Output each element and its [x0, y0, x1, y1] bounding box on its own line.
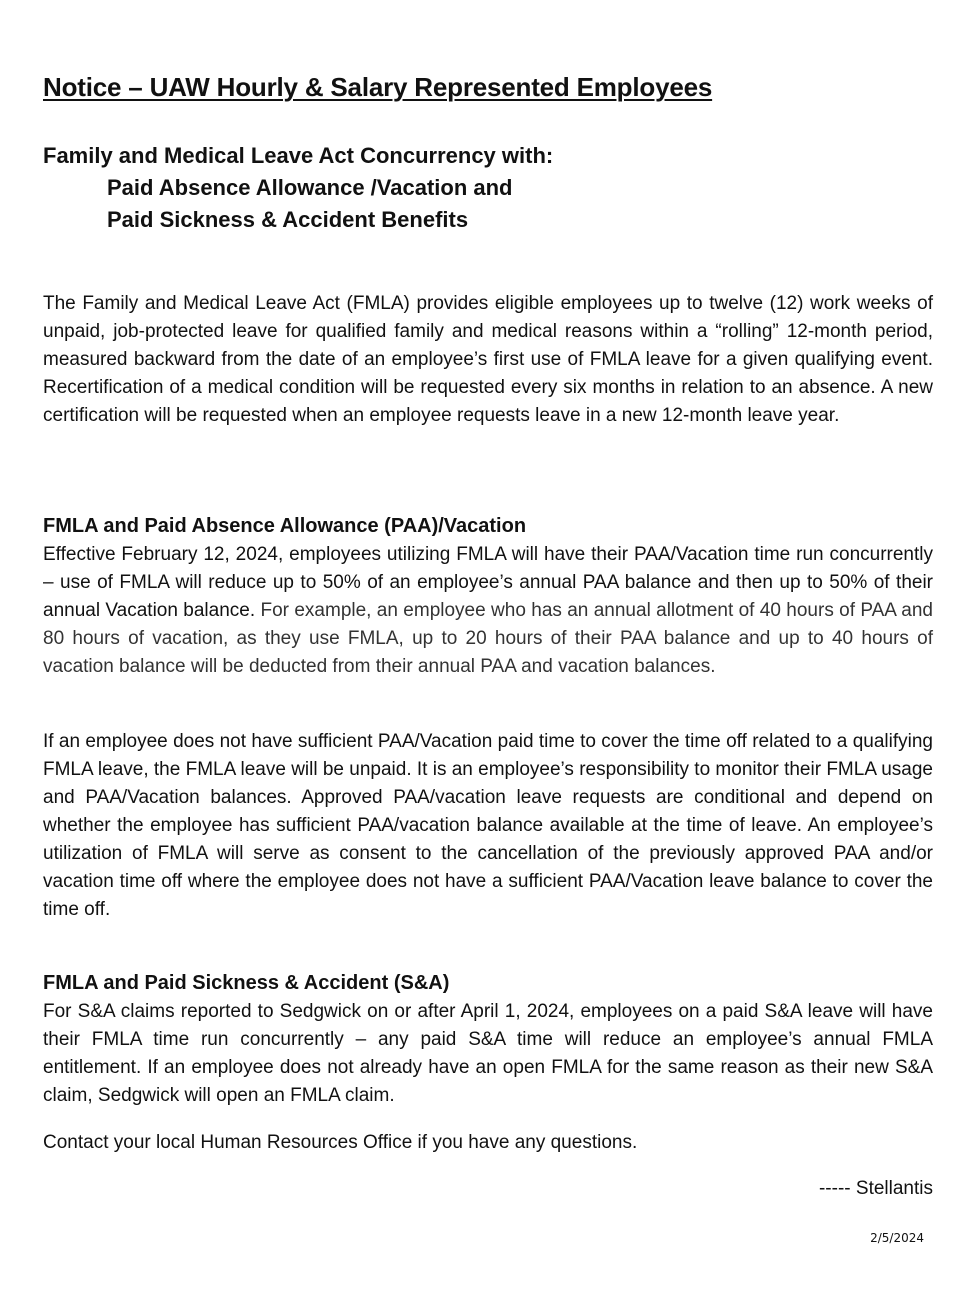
subtitle-line-2: Paid Absence Allowance /Vacation and — [107, 175, 513, 200]
subtitle-line-1: Family and Medical Leave Act Concurrency with: — [43, 143, 554, 168]
paa-vacation-paragraph-2: If an employee does not have sufficient PAA/Vacation paid time to cover the time off related to a qualifying FMLA leave, the FMLA leave will be unpaid. It is an employee’s responsibility to monitor their FMLA usage and PAA/Vacation balances. Approved PAA/vacation leave requests are conditional and depend on whether the employee has sufficient PAA/vacation balance available at the time of leave. An employee’s utilization of FMLA will serve as consent to the cancellation of the previously approved PAA and/or vacation time off where the employee does not have a sufficient PAA/Vacation leave balance to cover the time off. — [43, 731, 933, 920]
notice-title: Notice – UAW Hourly & Salary Represented Employees — [43, 72, 713, 102]
subtitle-line-3: Paid Sickness & Accident Benefits — [107, 207, 469, 232]
paa-vacation-example-text: For example, an employee who has an annual allotment of 40 hours of PAA and 80 hours of vacation, as they use FMLA, up to 20 hours of their PAA balance and up to 40 hours of vacation balance will be deducted from their annual PAA and vacation balances. — [43, 600, 933, 677]
sickness-accident-paragraph: For S&A claims reported to Sedgwick on or after April 1, 2024, employees on a paid S&A leave will have their FMLA time run concurrently – any paid S&A time will reduce an employee’s annual FMLA entitlement. If an employee does not already have an open FMLA for the same reason as their new S&A claim, Sedgwick will open an FMLA claim. — [43, 1001, 933, 1106]
paa-vacation-paragraph-1 — [43, 541, 933, 681]
signature: ----- Stellantis — [818, 1178, 933, 1199]
paa-vacation-policy-text: Effective February 12, 2024, employees utilizing FMLA will have their PAA/Vacation time run concurrently – use of FMLA will reduce up to 50% of an employee’s annual PAA balance and then up to 50% of their annual Vacation balance. — [43, 544, 933, 621]
intro-paragraph: The Family and Medical Leave Act (FMLA) provides eligible employees up to twelve (12) work weeks of unpaid, job-protected leave for qualified family and medical reasons within a “rolling” 12-month period, measured backward from the date of an employee’s first use of FMLA leave for a given qualifying event. Recertification of a medical condition will be requested every six months in relation to an absence. A new certification will be requested when an employee requests leave in a new 12-month leave year. — [43, 293, 933, 426]
document-date: 2/5/2024 — [870, 1231, 924, 1245]
section-heading-sickness-accident: FMLA and Paid Sickness & Accident (S&A) — [43, 972, 450, 994]
section-heading-paa-vacation: FMLA and Paid Absence Allowance (PAA)/Vacation — [43, 515, 527, 537]
contact-line: Contact your local Human Resources Office if you have any questions. — [43, 1132, 638, 1153]
document-subtitle — [43, 140, 553, 236]
